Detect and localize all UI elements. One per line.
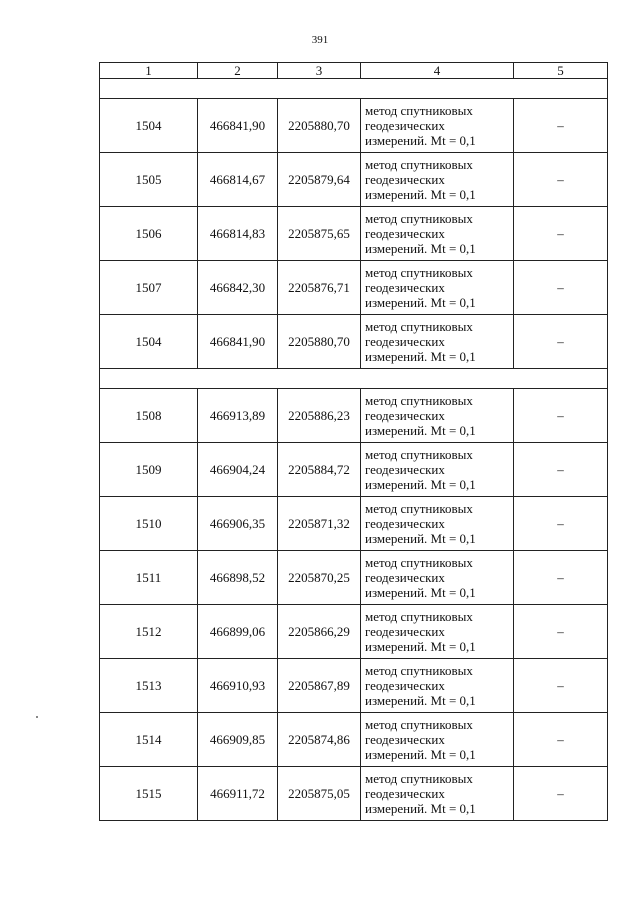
method-cell: [361, 207, 514, 261]
x-coordinate-cell: 466910,93: [198, 659, 278, 713]
method-cell: [361, 551, 514, 605]
x-coordinate-cell: 466904,24: [198, 443, 278, 497]
method-text-line: метод спутниковых: [365, 157, 473, 172]
method-text-line: геодезических: [365, 408, 445, 423]
note-cell: –: [514, 261, 608, 315]
method-text-line: геодезических: [365, 226, 445, 241]
method-text-line: метод спутниковых: [365, 663, 473, 678]
note-cell: –: [514, 207, 608, 261]
method-text-line: геодезических: [365, 516, 445, 531]
method-text-line: измерений. Mt = 0,1: [365, 349, 476, 364]
method-text-line: геодезических: [365, 334, 445, 349]
table-body: [100, 63, 608, 821]
method-text-line: геодезических: [365, 118, 445, 133]
note-cell: –: [514, 713, 608, 767]
group-separator-row: [100, 369, 608, 389]
method-text-line: геодезических: [365, 280, 445, 295]
column-header: 1: [100, 63, 198, 79]
method-text-line: измерений. Mt = 0,1: [365, 241, 476, 256]
group-separator-cell: [100, 369, 608, 389]
x-coordinate-cell: 466899,06: [198, 605, 278, 659]
method-text-line: метод спутниковых: [365, 555, 473, 570]
method-text-line: измерений. Mt = 0,1: [365, 423, 476, 438]
table-row: [100, 153, 608, 207]
method-text-line: геодезических: [365, 624, 445, 639]
y-coordinate-cell: 2205874,86: [278, 713, 361, 767]
x-coordinate-cell: 466841,90: [198, 99, 278, 153]
method-text-line: измерений. Mt = 0,1: [365, 187, 476, 202]
table-row: [100, 261, 608, 315]
x-coordinate-cell: 466814,83: [198, 207, 278, 261]
point-number-cell: 1504: [100, 315, 198, 369]
note-cell: –: [514, 605, 608, 659]
note-cell: –: [514, 99, 608, 153]
column-header: 5: [514, 63, 608, 79]
note-cell: –: [514, 551, 608, 605]
method-text-line: метод спутниковых: [365, 771, 473, 786]
note-cell: –: [514, 497, 608, 551]
x-coordinate-cell: 466911,72: [198, 767, 278, 821]
y-coordinate-cell: 2205875,65: [278, 207, 361, 261]
method-cell: [361, 389, 514, 443]
method-text-line: измерений. Mt = 0,1: [365, 639, 476, 654]
point-number-cell: 1514: [100, 713, 198, 767]
method-cell: [361, 315, 514, 369]
x-coordinate-cell: 466814,67: [198, 153, 278, 207]
table-row: [100, 605, 608, 659]
y-coordinate-cell: 2205870,25: [278, 551, 361, 605]
page-number: 391: [311, 34, 329, 46]
method-text-line: метод спутниковых: [365, 211, 473, 226]
point-number-cell: 1509: [100, 443, 198, 497]
method-cell: [361, 261, 514, 315]
table-row: [100, 767, 608, 821]
x-coordinate-cell: 466913,89: [198, 389, 278, 443]
method-text-line: метод спутниковых: [365, 319, 473, 334]
method-cell: [361, 443, 514, 497]
table-row: [100, 207, 608, 261]
method-text-line: геодезических: [365, 678, 445, 693]
method-text-line: измерений. Mt = 0,1: [365, 585, 476, 600]
method-cell: [361, 153, 514, 207]
method-cell: [361, 99, 514, 153]
table-header-row: [100, 63, 608, 79]
y-coordinate-cell: 2205886,23: [278, 389, 361, 443]
x-coordinate-cell: 466842,30: [198, 261, 278, 315]
table-row: [100, 659, 608, 713]
y-coordinate-cell: 2205879,64: [278, 153, 361, 207]
note-cell: –: [514, 153, 608, 207]
method-text-line: измерений. Mt = 0,1: [365, 133, 476, 148]
note-cell: –: [514, 315, 608, 369]
method-text-line: геодезических: [365, 462, 445, 477]
method-text-line: геодезических: [365, 172, 445, 187]
method-text-line: метод спутниковых: [365, 447, 473, 462]
method-text-line: измерений. Mt = 0,1: [365, 747, 476, 762]
note-cell: –: [514, 767, 608, 821]
note-cell: –: [514, 389, 608, 443]
x-coordinate-cell: 466909,85: [198, 713, 278, 767]
point-number-cell: 1505: [100, 153, 198, 207]
table-row: [100, 315, 608, 369]
method-text-line: метод спутниковых: [365, 717, 473, 732]
x-coordinate-cell: 466906,35: [198, 497, 278, 551]
y-coordinate-cell: 2205871,32: [278, 497, 361, 551]
method-cell: [361, 659, 514, 713]
method-text-line: метод спутниковых: [365, 103, 473, 118]
point-number-cell: 1511: [100, 551, 198, 605]
group-separator-row: [100, 79, 608, 99]
method-text-line: измерений. Mt = 0,1: [365, 801, 476, 816]
method-text-line: измерений. Mt = 0,1: [365, 531, 476, 546]
y-coordinate-cell: 2205876,71: [278, 261, 361, 315]
margin-mark: [36, 716, 38, 718]
point-number-cell: 1506: [100, 207, 198, 261]
method-text-line: измерений. Mt = 0,1: [365, 477, 476, 492]
method-cell: [361, 497, 514, 551]
y-coordinate-cell: 2205875,05: [278, 767, 361, 821]
method-text-line: геодезических: [365, 732, 445, 747]
method-text-line: измерений. Mt = 0,1: [365, 295, 476, 310]
group-separator-cell: [100, 79, 608, 99]
column-header: 4: [361, 63, 514, 79]
x-coordinate-cell: 466841,90: [198, 315, 278, 369]
method-cell: [361, 713, 514, 767]
point-number-cell: 1510: [100, 497, 198, 551]
method-text-line: метод спутниковых: [365, 609, 473, 624]
table-row: [100, 713, 608, 767]
method-text-line: метод спутниковых: [365, 501, 473, 516]
table-row: [100, 551, 608, 605]
method-cell: [361, 605, 514, 659]
point-number-cell: 1507: [100, 261, 198, 315]
note-cell: –: [514, 443, 608, 497]
point-number-cell: 1512: [100, 605, 198, 659]
method-text-line: метод спутниковых: [365, 265, 473, 280]
y-coordinate-cell: 2205884,72: [278, 443, 361, 497]
column-header: 2: [198, 63, 278, 79]
point-number-cell: 1513: [100, 659, 198, 713]
x-coordinate-cell: 466898,52: [198, 551, 278, 605]
method-text-line: измерений. Mt = 0,1: [365, 693, 476, 708]
table-row: [100, 443, 608, 497]
note-cell: –: [514, 659, 608, 713]
point-number-cell: 1504: [100, 99, 198, 153]
method-text-line: метод спутниковых: [365, 393, 473, 408]
point-number-cell: 1508: [100, 389, 198, 443]
y-coordinate-cell: 2205880,70: [278, 99, 361, 153]
table-row: [100, 389, 608, 443]
column-header: 3: [278, 63, 361, 79]
method-text-line: геодезических: [365, 786, 445, 801]
method-text-line: геодезических: [365, 570, 445, 585]
coordinates-table: [99, 62, 608, 821]
method-cell: [361, 767, 514, 821]
y-coordinate-cell: 2205867,89: [278, 659, 361, 713]
point-number-cell: 1515: [100, 767, 198, 821]
table-row: [100, 99, 608, 153]
y-coordinate-cell: 2205880,70: [278, 315, 361, 369]
y-coordinate-cell: 2205866,29: [278, 605, 361, 659]
table-row: [100, 497, 608, 551]
